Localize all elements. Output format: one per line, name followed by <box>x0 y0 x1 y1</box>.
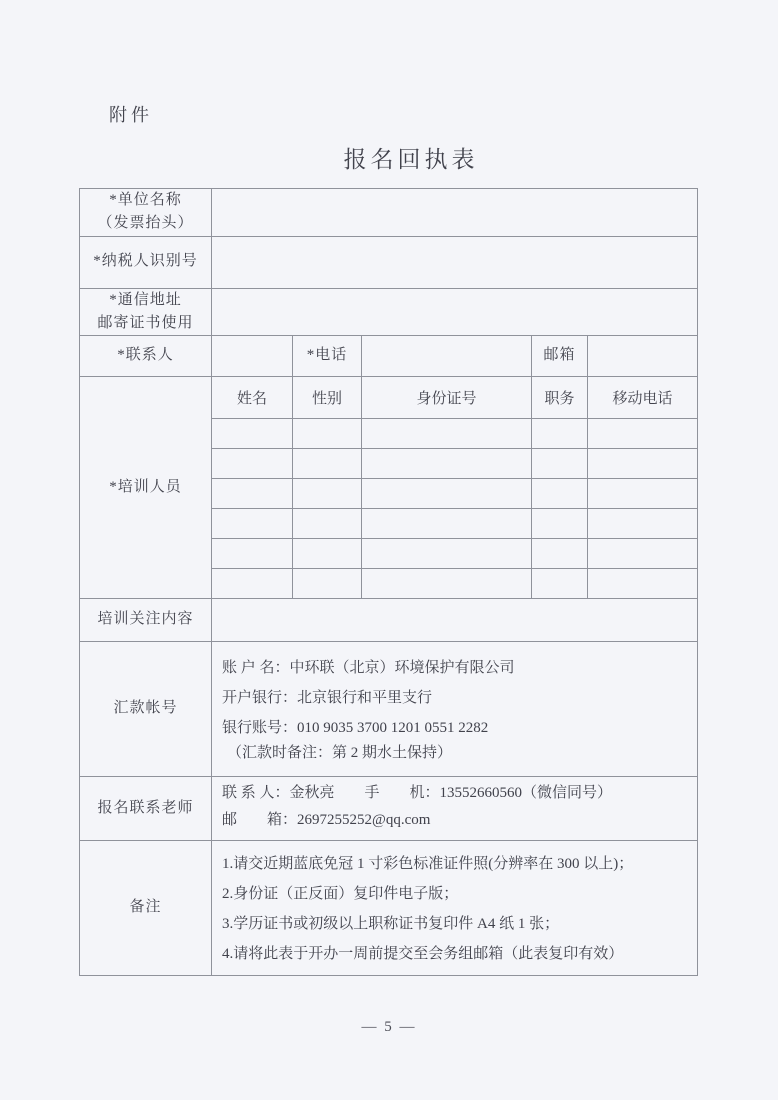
mailing-address-label <box>80 288 212 336</box>
row-remittance <box>80 642 698 777</box>
registration-contact-person-phone: 联 系 人：金秋亮 手 机：13552660560（微信同号） <box>222 785 613 801</box>
trainee-input-cell[interactable] <box>293 569 362 599</box>
registration-contact-details <box>212 777 698 841</box>
trainee-input-cell[interactable] <box>532 509 588 539</box>
contact-phone-label: *电话 <box>293 336 362 377</box>
trainees-label: *培训人员 <box>80 377 212 599</box>
form-title: 报名回执表 <box>343 147 479 172</box>
unit-name-label-line1: *单位名称 <box>109 192 182 208</box>
trainee-input-cell[interactable] <box>293 509 362 539</box>
trainee-input-cell[interactable] <box>588 449 698 479</box>
row-mailing-address <box>80 288 698 336</box>
trainee-input-cell[interactable] <box>532 419 588 449</box>
remark-item-4: 4.请将此表于开办一周前提交至会务组邮箱（此表复印有效） <box>222 946 624 962</box>
trainee-col-name: 姓名 <box>212 377 293 419</box>
remittance-account-number: 银行账号：010 9035 3700 1201 0551 2282 <box>222 719 489 736</box>
trainee-input-cell[interactable] <box>293 539 362 569</box>
trainee-col-position: 职务 <box>532 377 588 419</box>
trainee-col-gender: 性别 <box>293 377 362 419</box>
trainee-input-cell[interactable] <box>362 449 532 479</box>
trainee-input-cell[interactable] <box>212 419 293 449</box>
trainee-input-cell[interactable] <box>588 539 698 569</box>
trainee-input-cell[interactable] <box>293 419 362 449</box>
remittance-note: （汇款时备注：第 2 期水土保持） <box>227 744 453 761</box>
row-trainee-header <box>80 377 698 419</box>
training-focus-label: 培训关注内容 <box>80 599 212 642</box>
trainee-input-cell[interactable] <box>588 479 698 509</box>
trainee-input-cell[interactable] <box>588 509 698 539</box>
registration-form-table <box>79 188 698 976</box>
trainee-input-cell[interactable] <box>532 539 588 569</box>
registration-contact-email: 邮 箱：2697255252@qq.com <box>222 812 431 828</box>
remittance-bank: 开户银行：北京银行和平里支行 <box>222 689 433 706</box>
trainee-input-cell[interactable] <box>362 419 532 449</box>
row-taxpayer-id <box>80 236 698 288</box>
trainee-input-cell[interactable] <box>293 449 362 479</box>
attachment-label: 附件 <box>109 105 153 125</box>
taxpayer-id-label: *纳税人识别号 <box>80 236 212 288</box>
unit-name-label-line2: （发票抬头） <box>97 215 194 232</box>
trainee-input-cell[interactable] <box>588 419 698 449</box>
trainee-input-cell[interactable] <box>362 539 532 569</box>
unit-name-label <box>80 189 212 237</box>
row-remarks <box>80 841 698 976</box>
contact-phone-input[interactable] <box>362 336 532 377</box>
trainee-input-cell[interactable] <box>212 509 293 539</box>
contact-email-input[interactable] <box>588 336 698 377</box>
remittance-label: 汇款帐号 <box>80 642 212 777</box>
trainee-input-cell[interactable] <box>362 479 532 509</box>
trainee-input-cell[interactable] <box>532 449 588 479</box>
remark-item-1: 1.请交近期蓝底免冠 1 寸彩色标准证件照(分辨率在 300 以上)； <box>222 856 634 872</box>
trainee-input-cell[interactable] <box>362 509 532 539</box>
trainee-input-cell[interactable] <box>532 569 588 599</box>
remarks-details <box>212 841 698 976</box>
trainee-input-cell[interactable] <box>293 479 362 509</box>
mailing-address-label-line1: *通信地址 <box>109 291 182 308</box>
unit-name-input[interactable] <box>212 189 698 237</box>
trainee-input-cell[interactable] <box>212 479 293 509</box>
remittance-account-name: 账 户 名：中环联（北京）环境保护有限公司 <box>222 659 515 676</box>
contact-name-input[interactable] <box>212 336 293 377</box>
row-training-focus <box>80 599 698 642</box>
remittance-details <box>212 642 698 777</box>
trainee-col-id-number: 身份证号 <box>362 377 532 419</box>
row-contact <box>80 336 698 377</box>
trainee-input-cell[interactable] <box>362 569 532 599</box>
trainee-input-cell[interactable] <box>532 479 588 509</box>
registration-contact-label: 报名联系老师 <box>80 777 212 841</box>
remark-item-3: 3.学历证书或初级以上职称证书复印件 A4 纸 1 张； <box>222 916 560 932</box>
mailing-address-input[interactable] <box>212 288 698 336</box>
remark-item-2: 2.身份证（正反面）复印件电子版； <box>222 886 459 902</box>
contact-email-label: 邮箱 <box>532 336 588 377</box>
trainee-input-cell[interactable] <box>212 569 293 599</box>
contact-label: *联系人 <box>80 336 212 377</box>
row-registration-contact <box>80 777 698 841</box>
trainee-col-mobile: 移动电话 <box>588 377 698 419</box>
trainee-input-cell[interactable] <box>212 449 293 479</box>
trainee-input-cell[interactable] <box>212 539 293 569</box>
taxpayer-id-input[interactable] <box>212 236 698 288</box>
page-number: — 5 — <box>361 1019 417 1035</box>
trainee-input-cell[interactable] <box>588 569 698 599</box>
row-unit-name <box>80 189 698 237</box>
mailing-address-label-line2: 邮寄证书使用 <box>97 314 194 331</box>
training-focus-input[interactable] <box>212 599 698 642</box>
remarks-label: 备注 <box>80 841 212 976</box>
